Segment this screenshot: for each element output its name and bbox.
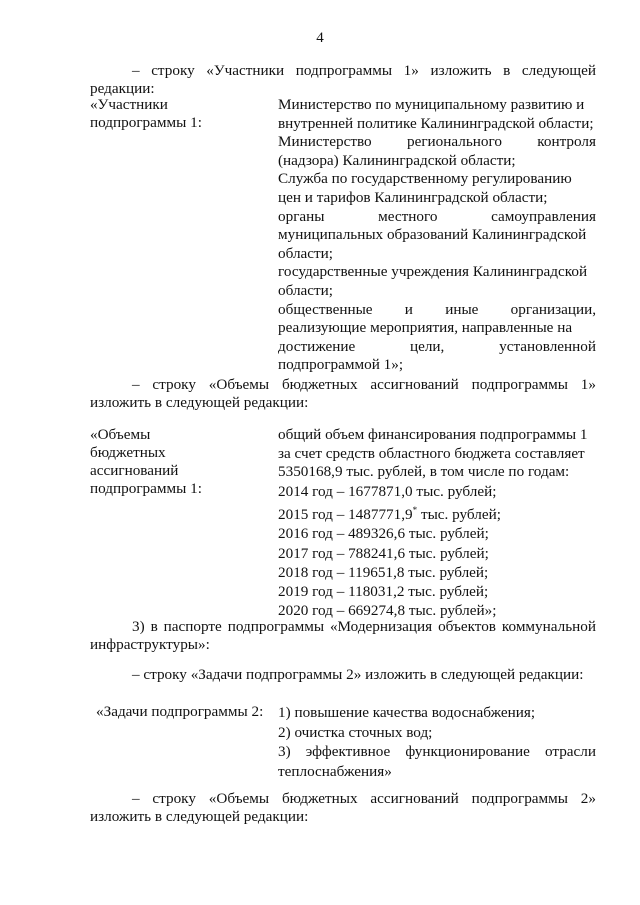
page-number: 4 (316, 30, 324, 46)
task-line: теплоснабжения» (278, 762, 392, 780)
label-line: «Объемы (90, 426, 151, 443)
content-line: муниципальных образований Калининградской (278, 226, 587, 244)
content-line: общий объем финансирования подпрограммы 1 (278, 426, 588, 443)
content-line: реализующие мероприятия, направленные на (278, 319, 573, 337)
task-line: 2) очистка сточных вод; (278, 723, 433, 741)
year-line (278, 501, 596, 524)
label-line: бюджетных (90, 444, 166, 461)
task-line: 1) повышение качества водоснабжения; (278, 704, 536, 721)
content-line: подпрограммой 1»; (278, 356, 404, 374)
content-line: области; (278, 281, 333, 299)
content-line: за счет средств областного бюджета составляет (278, 444, 585, 462)
task-line: 3) эффективное функционирование отрасли (278, 743, 596, 760)
budget-1-intro (278, 426, 596, 482)
content-line: государственные учреждения Калининградской (278, 263, 588, 281)
year-line: 2020 год – 669274,8 тыс. рублей»; (278, 602, 497, 620)
year-line: 2017 год – 788241,6 тыс. рублей; (278, 544, 489, 562)
content-line: общественные и иные организации, (278, 300, 596, 318)
label-line: подпрограммы 1: (90, 114, 202, 131)
year-line: 2018 год – 119651,8 тыс. рублей; (278, 563, 489, 581)
year-line: 2019 год – 118031,2 тыс. рублей; (278, 583, 489, 601)
year-line: 2016 год – 489326,6 тыс. рублей; (278, 525, 489, 543)
section-3-heading: 3) в паспорте подпрограммы «Модернизация объектов коммунальной инфраструктуры»: (90, 618, 596, 653)
footnote-mark: * (412, 505, 418, 516)
label-line: подпрограммы 1: (90, 480, 202, 497)
content-line: Министерство по муниципальному развитию и (278, 96, 585, 113)
instruction-budget-1: – строку «Объемы бюджетных ассигнований подпрограммы 1» изложить в следующей редакции: (90, 376, 596, 411)
content-line: органы местного самоуправления (278, 207, 596, 225)
year-2015-value: 2015 год – 1487771,9 (278, 506, 413, 524)
budget-1-label (90, 426, 270, 498)
year-line: 2014 год – 1677871,0 тыс. рублей; (278, 483, 497, 500)
tasks-content (278, 703, 596, 781)
participants-label (90, 96, 270, 132)
content-line: внутренней политике Калининградской области; (278, 114, 594, 132)
label-line: ассигнований (90, 462, 179, 479)
content-line: Министерство регионального контроля (278, 133, 596, 151)
year-list (278, 482, 596, 620)
label-line: «Участники (90, 96, 168, 113)
content-line: 5350168,9 тыс. рублей, в том числе по годам: (278, 463, 570, 481)
content-line: Служба по государственному регулированию (278, 170, 572, 188)
content-line: (надзора) Калининградской области; (278, 151, 516, 169)
participants-content (278, 96, 596, 375)
content-line: области; (278, 244, 333, 262)
tasks-label: «Задачи подпрограммы 2: (96, 703, 264, 720)
instruction-participants: – строку «Участники подпрограммы 1» изложить в следующей редакции: (90, 62, 596, 97)
instruction-tasks: – строку «Задачи подпрограммы 2» изложить в следующей редакции: (132, 666, 584, 683)
content-line: достижение цели, установленной (278, 337, 596, 355)
year-2015-unit: тыс. рублей; (417, 506, 501, 524)
instruction-budget-2: – строку «Объемы бюджетных ассигнований подпрограммы 2» изложить в следующей редакции: (90, 790, 596, 825)
content-line: цен и тарифов Калининградской области; (278, 188, 548, 206)
